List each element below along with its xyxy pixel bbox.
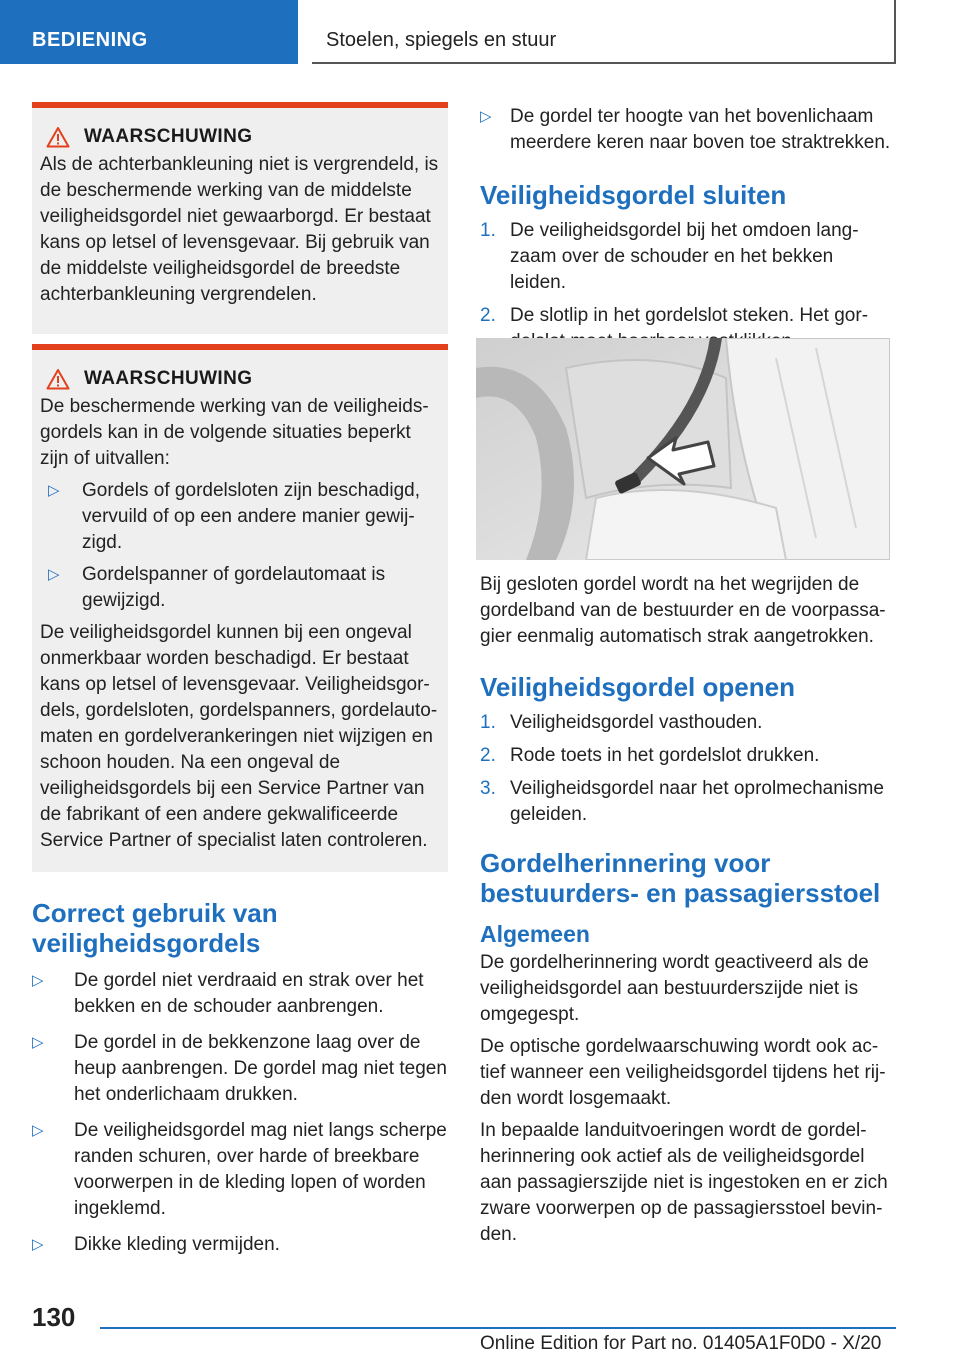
- seat-belt-illustration: [476, 338, 890, 560]
- seat-belt-buckle-image: [476, 338, 890, 560]
- footer-edition: Online Edition for Part no. 01405A1F0D0 - X/20: [480, 1333, 882, 1354]
- warning-text-1: Als de achterbankleuning niet is vergrendeld, is de beschermende werking van de middelste veiligheidsgordel niet gewaarborgd. Er bestaat kans op letsel of levensgevaar. Bij gebruik van de middelste veiligheidsgordel de breedste achterbankleuning vergrendelen.: [40, 154, 439, 305]
- list-item: ▷ Gordels of gordelsloten zijn beschadigd, vervuild of op een andere manier gewijzigd.: [48, 480, 420, 553]
- section-title-open-belt: Veiligheidsgordel openen: [480, 672, 795, 702]
- close-belt-steps: [480, 218, 892, 355]
- warning-triangle-icon: [46, 368, 70, 390]
- list-item: ▷ De veiligheidsgordel mag niet langs scherpe randen schuren, over harde of breekbare voorwerpen in de kleding lopen of worden ingeklemd.: [32, 1120, 447, 1219]
- footer-divider: [100, 1327, 896, 1329]
- triangle-bullet-icon: ▷: [32, 972, 44, 989]
- close-belt-section: [480, 180, 892, 362]
- list-item: ▷ De gordel ter hoogte van het bovenlichaam meerdere keren naar boven toe straktrekken.: [480, 106, 891, 153]
- correct-use-section: [32, 898, 448, 1264]
- belt-reminder-section: [480, 848, 892, 1248]
- header-chapter-box: [312, 0, 896, 64]
- triangle-bullet-icon: ▷: [32, 1122, 44, 1139]
- triangle-bullet-icon: ▷: [32, 1034, 44, 1051]
- list-item: ▷ De gordel in de bekkenzone laag over de heup aanbrengen. De gordel mag niet tegen het onderlichaam drukken.: [32, 1032, 447, 1105]
- page-number: 130: [32, 1302, 76, 1332]
- warning-triangle-icon: [46, 126, 70, 148]
- section-title-close-belt: Veiligheidsgordel sluiten: [480, 180, 787, 210]
- list-item: 1. Veiligheidsgordel vasthouden.: [480, 712, 763, 733]
- header-section-tab: [0, 0, 298, 64]
- triangle-bullet-icon: ▷: [32, 1236, 44, 1253]
- list-item: ▷ Gordelspanner of gordelautomaat is gewijzigd.: [48, 564, 386, 611]
- open-belt-steps: [480, 710, 892, 828]
- reminder-paragraph: De gordelherinnering wordt geactiveerd als de veiligheidsgordel aan bestuurderszijde niet is omgegespt.: [480, 952, 869, 1025]
- section-title-correct-use: Correct gebruik van veiligheidsgordels: [32, 898, 278, 958]
- triangle-bullet-icon: ▷: [480, 108, 492, 125]
- list-item: 2. De slotlip in het gordelslot steken. Het gor: [480, 305, 869, 326]
- reminder-paragraph: De optische gordelwaarschuwing wordt ook actief wanneer een veiligheidsgordel tijdens het rijden wordt losgemaakt.: [480, 1036, 886, 1109]
- continued-list: [480, 104, 892, 162]
- warning-box-1: [32, 102, 448, 334]
- open-belt-section: [480, 672, 892, 835]
- list-item: 1. De veiligheidsgordel bij het omdoen langzaam over de schouder en het bekken leiden.: [480, 220, 859, 293]
- close-belt-note: Bij gesloten gordel wordt na het wegrijden de gordelband van de bestuurder en de voorpassagier eenmalig automatisch strak aangetrokken.: [480, 574, 886, 647]
- warning-box-2: [32, 344, 448, 872]
- header-chapter-label: Stoelen, spiegels en stuur: [326, 29, 557, 51]
- list-item: ▷ De gordel niet verdraaid en strak over het bekken en de schouder aanbrengen.: [32, 970, 424, 1017]
- triangle-bullet-icon: ▷: [48, 566, 60, 583]
- subsection-title-general: Algemeen: [480, 921, 590, 947]
- list-item: ▷ Dikke kleding vermijden.: [32, 1232, 448, 1258]
- list-item: 2. Rode toets in het gordelslot drukken.: [480, 745, 820, 766]
- warning-title-1: WAARSCHUWING: [40, 126, 440, 148]
- section-title-belt-reminder: Gordelherinnering voor bestuurders- en passagiersstoel: [480, 848, 881, 908]
- triangle-bullet-icon: ▷: [48, 482, 60, 499]
- warning-intro-2: De beschermende werking van de veiligheidsgordels kan in de volgende situaties beperkt zijn of uitvallen:: [40, 396, 429, 469]
- reminder-paragraph: In bepaalde landuitvoeringen wordt de gordelherinnering ook actief als de veiligheidsgordel aan passagierszijde niet is ingestoken en er zich zware voorwerpen op de passagiersstoel bevinden.: [480, 1120, 888, 1245]
- list-item: 3. Veiligheidsgordel naar het oprolmechanisme geleiden.: [480, 778, 884, 825]
- correct-use-list: [32, 968, 448, 1258]
- warning-title-2: WAARSCHUWING: [40, 368, 440, 390]
- header-section-label: BEDIENING: [32, 29, 148, 51]
- warning-list-2: [40, 478, 440, 614]
- warning-text-2: De veiligheidsgordel kunnen bij een ongeval onmerkbaar worden beschadigd. Er bestaat kans op letsel of levensgevaar. Veiligheidsgordels, gordelsloten, gordelspanners, gordelautomaten en gordelverankeringen niet wijzigen en schoon houden. Na een ongeval de veiligheidsgordels bij een Service Partner van de fabrikant of een andere gekwalificeerde Service Partner of specialist laten controleren.: [40, 622, 438, 851]
